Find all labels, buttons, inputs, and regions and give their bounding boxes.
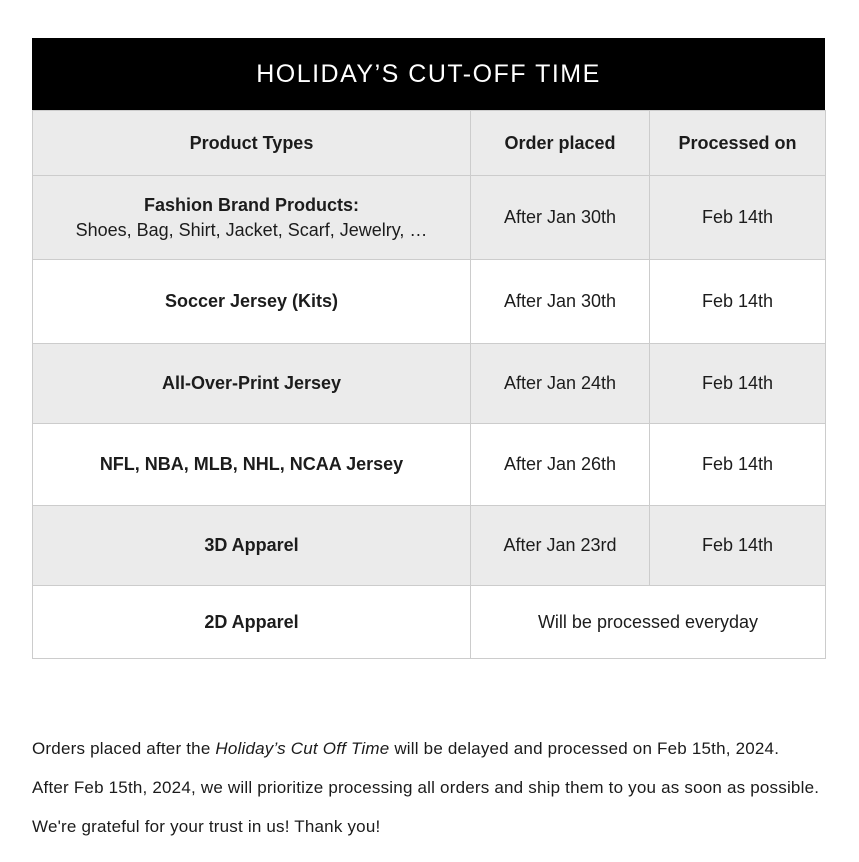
note-line-3: We're grateful for your trust in us! Thank you! (32, 817, 381, 836)
product-name: Soccer Jersey (Kits) (164, 291, 339, 311)
cell-processed-on: Feb 14th (650, 424, 826, 506)
cell-order-placed: After Jan 30th (471, 176, 650, 260)
cell-order-placed: After Jan 26th (471, 424, 650, 506)
cell-order-placed: After Jan 30th (471, 260, 650, 344)
table-header-row (33, 111, 826, 176)
column-header-product-types: Product Types (33, 111, 471, 176)
cell-product (33, 344, 471, 424)
table-row-fashion-brand (33, 176, 826, 260)
table-row-2d-apparel (33, 586, 826, 659)
cell-order-placed: After Jan 23rd (471, 506, 650, 586)
cell-processed-on: Feb 14th (650, 176, 826, 260)
note-line-1-suffix: will be delayed and processed on Feb 15th, 2024. (389, 739, 780, 758)
table-row-soccer-jersey (33, 260, 826, 344)
cell-processed-on: Feb 14th (650, 260, 826, 344)
footer-notes (32, 738, 842, 855)
product-name: All-Over-Print Jersey (161, 373, 342, 393)
note-line-1-italic: Holiday’s Cut Off Time (215, 739, 390, 758)
column-header-processed-on: Processed on (650, 111, 826, 176)
product-name: 3D Apparel (204, 535, 299, 555)
product-name: Fashion Brand Products: (143, 194, 359, 215)
cell-order-placed: After Jan 24th (471, 344, 650, 424)
cell-product (33, 506, 471, 586)
cell-processed-on: Feb 14th (650, 506, 826, 586)
cell-product (33, 260, 471, 344)
product-subtext: Shoes, Bag, Shirt, Jacket, Scarf, Jewelry, … (75, 219, 428, 240)
note-line-1-prefix: Orders placed after the (32, 739, 216, 758)
cell-product (33, 176, 471, 260)
table-row-all-over-print (33, 344, 826, 424)
product-name: 2D Apparel (204, 611, 299, 632)
page-title: HOLIDAY’S CUT-OFF TIME (256, 59, 601, 88)
note-line-1 (32, 738, 842, 760)
cutoff-table (32, 110, 826, 659)
note-line-2: After Feb 15th, 2024, we will prioritize processing all orders and ship them to you as soon as possible. (32, 778, 820, 797)
cell-processed-on: Feb 14th (650, 344, 826, 424)
cutoff-table-section (32, 38, 825, 659)
table-row-3d-apparel (33, 506, 826, 586)
cell-product (33, 586, 471, 659)
cell-product (33, 424, 471, 506)
product-name: NFL, NBA, MLB, NHL, NCAA Jersey (99, 454, 404, 474)
table-row-league-jersey (33, 424, 826, 506)
table-title-banner (32, 38, 825, 110)
cell-merged-processing-note: Will be processed everyday (471, 586, 826, 659)
column-header-order-placed: Order placed (471, 111, 650, 176)
